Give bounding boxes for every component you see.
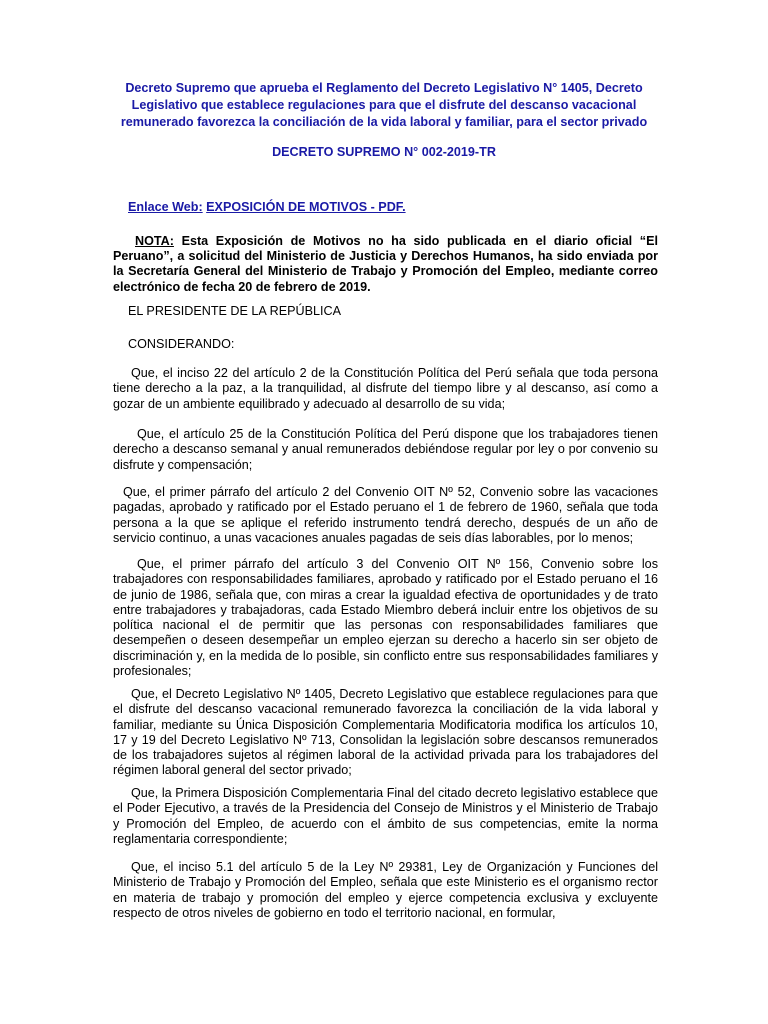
paragraph-convenio-156: Que, el primer párrafo del artículo 3 del Convenio OIT Nº 156, Convenio sobre los trabajadores con responsabilidades familiares, aprobado y ratificado por el Estado peruano el 16 de junio de 1986, señala que, con miras a crear la igualdad efectiva de oportunidades y de trato entre trabajadores y trabajadoras, cada Estado Miembro deberá incluir entre los objetivos de su política nacional el de permitir que las personas con responsabilidades familiares que desempeñen o deseen desempeñar un empleo ejerzan su derecho a hacerlo sin ser objeto de discriminación y, en la medida de lo posible, sin conflicto entre sus responsabilidades familiares y profesionales; <box>113 557 658 679</box>
exposicion-motivos-link[interactable]: EXPOSICIÓN DE MOTIVOS - PDF. <box>206 200 406 214</box>
document-title: Decreto Supremo que aprueba el Reglamento del Decreto Legislativo N° 1405, Decreto Legislativo que establece regulaciones para que el disfrute del descanso vacacional remunerado favorezca la conciliación de la vida laboral y familiar, para el sector privado <box>120 81 648 129</box>
paragraph-constitution-art25: Que, el artículo 25 de la Constitución Política del Perú dispone que los trabajadores tienen derecho a descanso semanal y anual remunerados debiéndose regular por ley o por convenio su disfrute y compensación; <box>113 427 658 472</box>
web-link-label: Enlace Web: <box>128 200 203 214</box>
note-label: NOTA: <box>135 234 174 248</box>
web-link-line <box>128 200 406 214</box>
paragraph-constitution-art2: Que, el inciso 22 del artículo 2 de la Constitución Política del Perú señala que toda persona tiene derecho a la paz, a la tranquilidad, al disfrute del tiempo libre y al descanso, así como a gozar de un ambiente equilibrado y adecuado al desarrollo de su vida; <box>113 366 658 411</box>
considerando-heading: CONSIDERANDO: <box>128 337 235 351</box>
paragraph-primera-disposicion: Que, la Primera Disposición Complementaria Final del citado decreto legislativo establece que el Poder Ejecutivo, a través de la Presidencia del Consejo de Ministros y el Ministerio de Trabajo y Promoción del Empleo, de acuerdo con el ámbito de sus competencias, emite la norma reglamentaria correspondiente; <box>113 786 658 846</box>
paragraph-decreto-1405: Que, el Decreto Legislativo Nº 1405, Decreto Legislativo que establece regulaciones para que el disfrute del descanso vacacional remunerado favorezca la conciliación de la vida laboral y familiar, mediante su Única Disposición Complementaria Modificatoria modifica los artículos 10, 17 y 19 del Decreto Legislativo Nº 713, Consolidan la legislación sobre descansos remunerados de los trabajadores sujetos al régimen laboral de la actividad privada para los trabajadores del régimen laboral general del sector privado; <box>113 687 658 778</box>
note-paragraph <box>113 234 658 295</box>
president-heading: EL PRESIDENTE DE LA REPÚBLICA <box>128 304 341 318</box>
note-text: Esta Exposición de Motivos no ha sido publicada en el diario oficial “El Peruano”, a solicitud del Ministerio de Justicia y Derechos Humanos, ha sido enviada por la Secretaría General del Ministerio de Trabajo y Promoción del Empleo, mediante correo electrónico de fecha 20 de febrero de 2019. <box>113 234 659 294</box>
paragraph-ley-29381: Que, el inciso 5.1 del artículo 5 de la Ley Nº 29381, Ley de Organización y Funciones del Ministerio de Trabajo y Promoción del Empleo, señala que este Ministerio es el organismo rector en materia de trabajo y promoción del empleo y ejerce competencia exclusiva y excluyente respecto de otros niveles de gobierno en todo el territorio nacional, en formular, <box>113 860 658 920</box>
paragraph-convenio-52: Que, el primer párrafo del artículo 2 del Convenio OIT Nº 52, Convenio sobre las vacaciones pagadas, aprobado y ratificado por el Estado peruano el 1 de febrero de 1960, señala que toda persona a la que se aplique el referido instrumento tendrá derecho, después de un año de servicio continuo, a unas vacaciones anuales pagadas de seis días laborables, por lo menos; <box>113 485 658 545</box>
decree-number: DECRETO SUPREMO N° 002-2019-TR <box>272 145 496 159</box>
